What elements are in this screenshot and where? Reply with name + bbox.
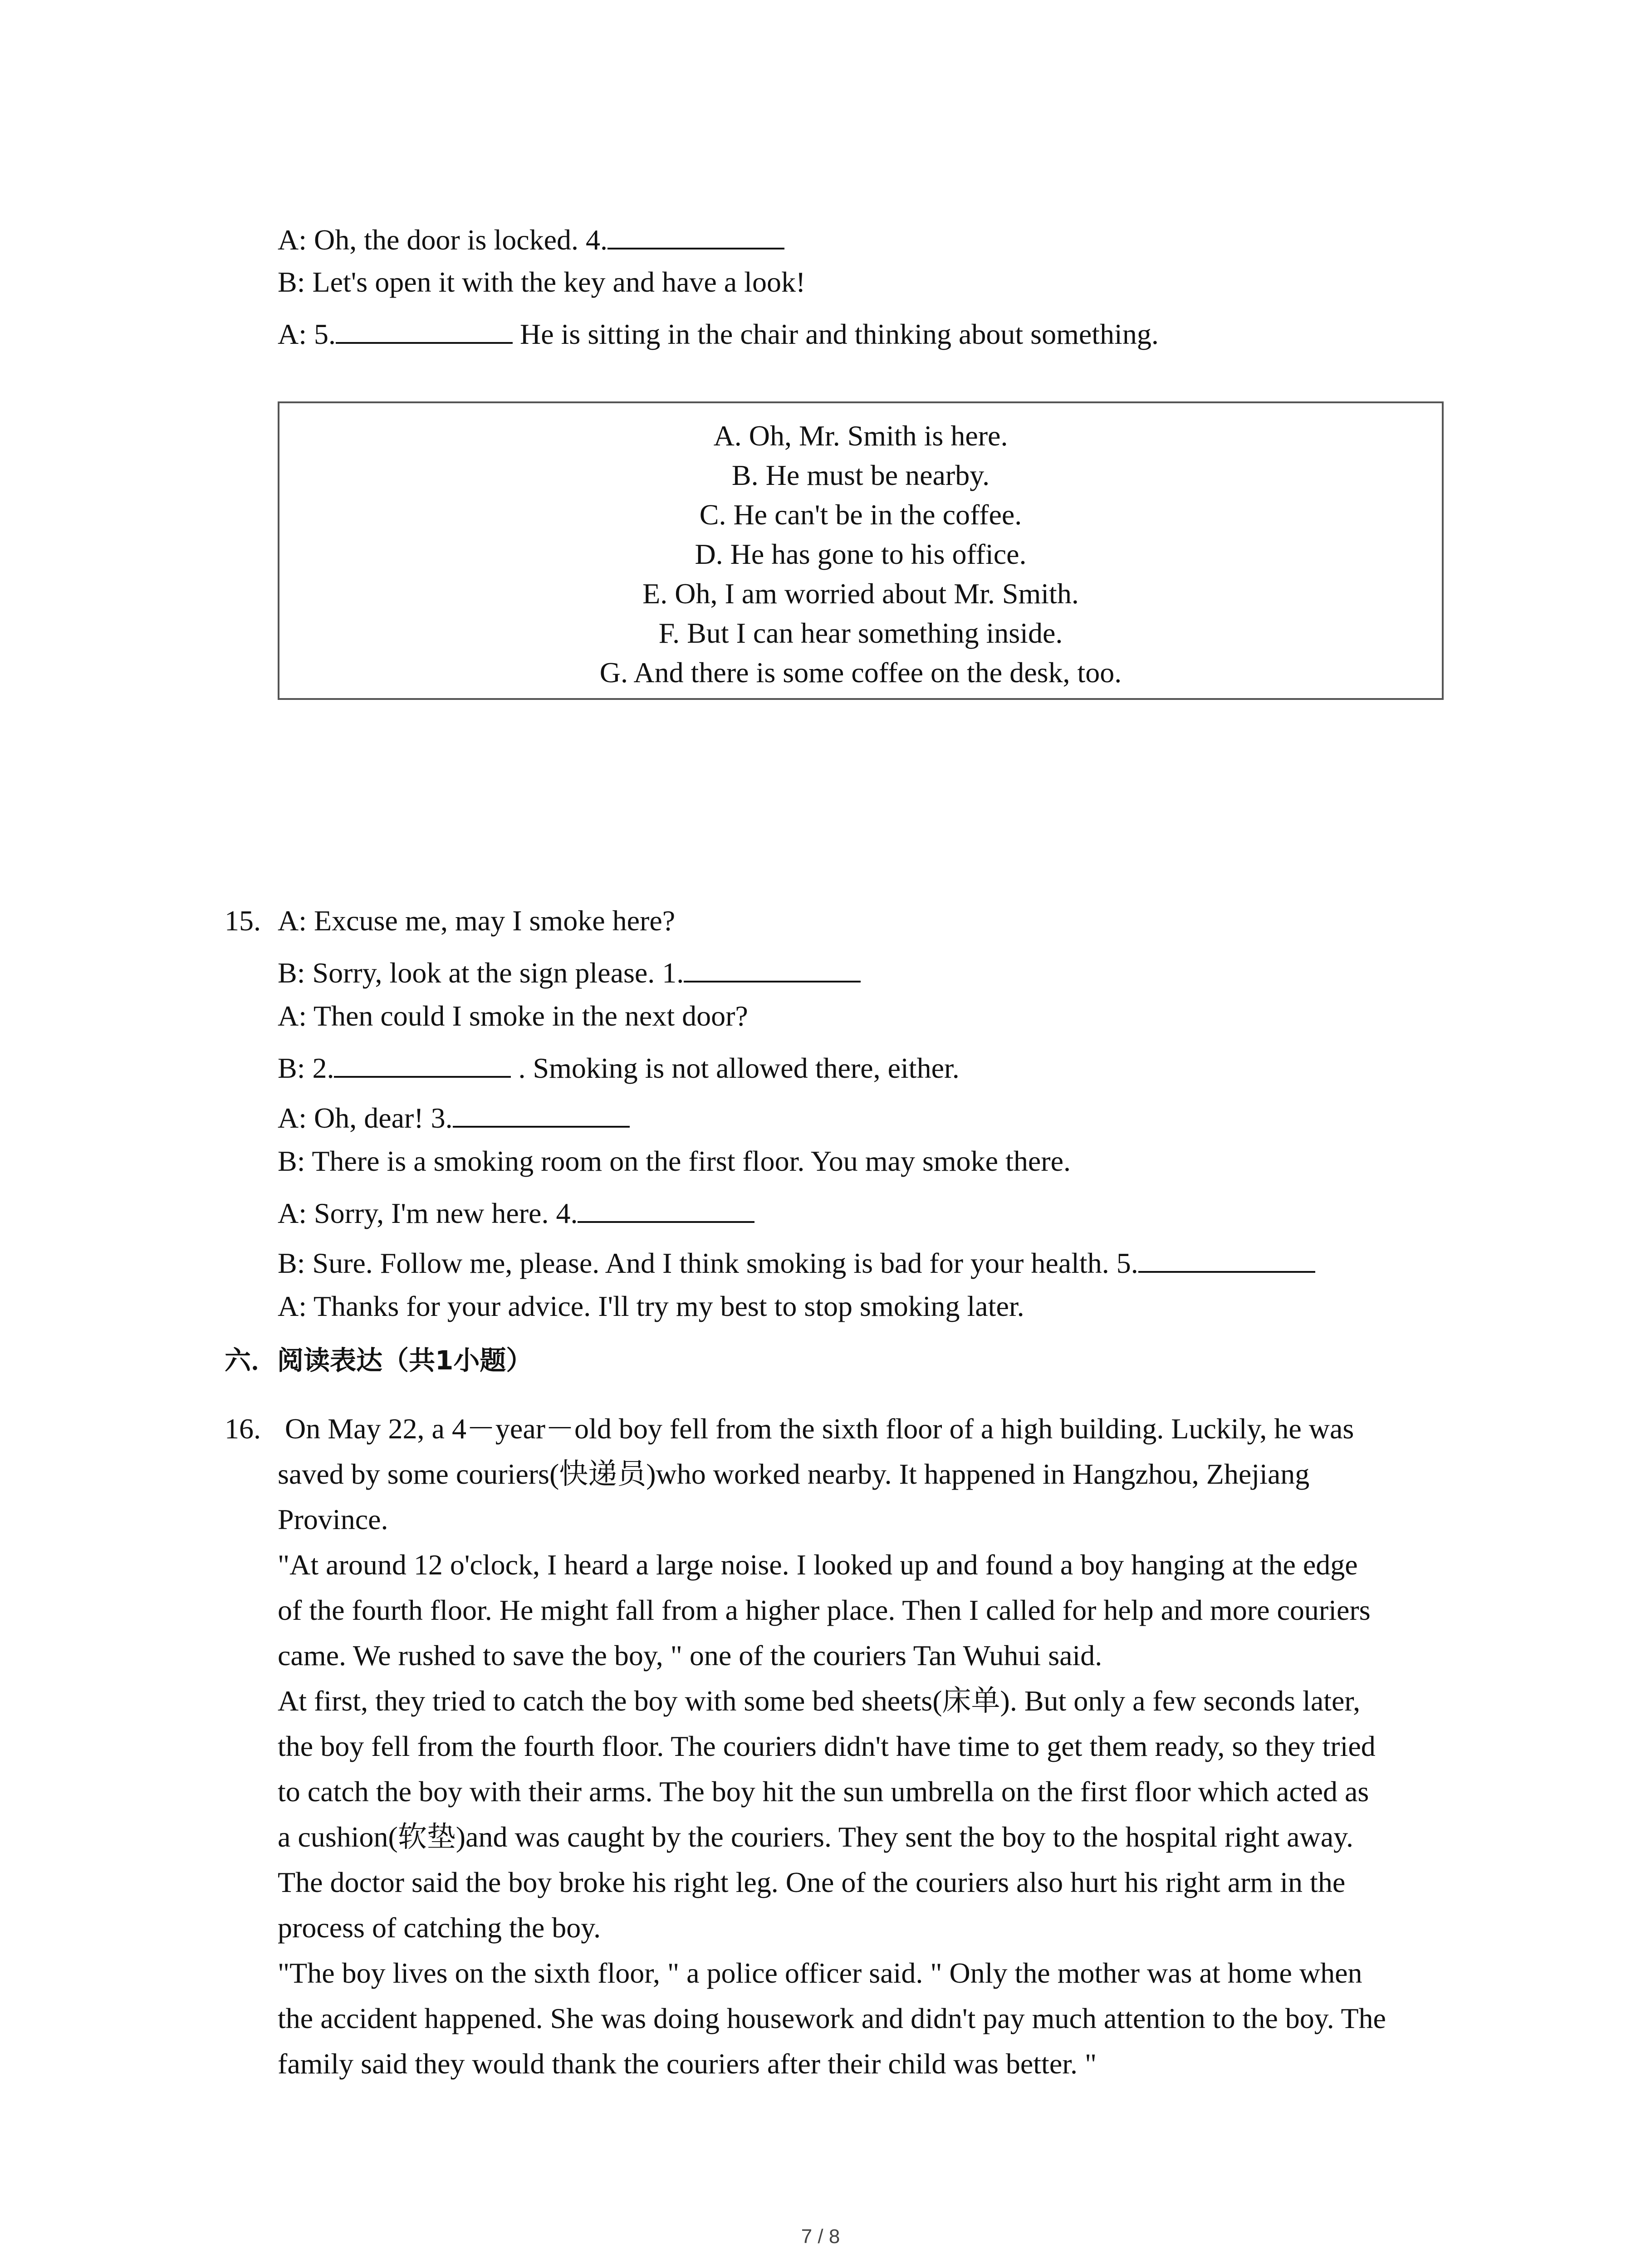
dialogue-text: A: Sorry, I'm new here. 4. bbox=[278, 1197, 578, 1229]
passage-line: the accident happened. She was doing housework and didn't pay much attention to the boy. The bbox=[278, 2002, 1386, 2034]
dialogue-line-b: B: Let's open it with the key and have a look! bbox=[278, 266, 806, 298]
passage-line: a cushion(软垫)and was caught by the couriers. They sent the boy to the hospital right away. bbox=[278, 1821, 1353, 1853]
passage-line: Province. bbox=[278, 1503, 388, 1535]
passage-line: "At around 12 o'clock, I heard a large noise. I looked up and found a boy hanging at the edge bbox=[278, 1549, 1358, 1581]
passage-line: to catch the boy with their arms. The boy hit the sun umbrella on the first floor which acted as bbox=[278, 1775, 1369, 1808]
dialogue-text: B: Sure. Follow me, please. And I think smoking is bad for your health. 5. bbox=[278, 1247, 1138, 1279]
q15-line-4 bbox=[278, 1051, 960, 1083]
section-heading: 六．阅读表达（共1小题） bbox=[225, 1345, 533, 1376]
question-number-16: 16. bbox=[225, 1413, 261, 1445]
dialogue-line-5 bbox=[278, 318, 1159, 349]
dialogue-text: He is sitting in the chair and thinking about something. bbox=[513, 318, 1159, 350]
dialogue-text: A: Oh, the door is locked. 4. bbox=[278, 224, 607, 256]
answer-blank-4[interactable] bbox=[607, 223, 784, 249]
passage-line: "The boy lives on the sixth floor, " a police officer said. " Only the mother was at home when bbox=[278, 1957, 1362, 1989]
passage-line: saved by some couriers(快递员)who worked nearby. It happened in Hangzhou, Zhejiang bbox=[278, 1458, 1310, 1490]
q15-line-9: A: Thanks for your advice. I'll try my best to stop smoking later. bbox=[278, 1290, 1024, 1322]
q15-line-6: B: There is a smoking room on the first floor. You may smoke there. bbox=[278, 1145, 1071, 1177]
passage-line: the boy fell from the fourth floor. The couriers didn't have time to get them ready, so they tried bbox=[278, 1730, 1376, 1762]
answer-blank-1[interactable] bbox=[684, 956, 861, 982]
option-c: C. He can't be in the coffee. bbox=[699, 499, 1022, 531]
passage-line: The doctor said the boy broke his right leg. One of the couriers also hurt his right arm in the bbox=[278, 1866, 1346, 1898]
passage-line: process of catching the boy. bbox=[278, 1911, 601, 1944]
answer-blank-5[interactable] bbox=[336, 318, 513, 344]
answer-blank-3[interactable] bbox=[453, 1101, 630, 1128]
passage-line: At first, they tried to catch the boy with some bed sheets(床单). But only a few seconds later, bbox=[278, 1685, 1361, 1717]
q15-line-7 bbox=[278, 1197, 754, 1228]
answer-blank-5b[interactable] bbox=[1138, 1246, 1315, 1273]
dialogue-text: A: 5. bbox=[278, 318, 336, 350]
option-b: B. He must be nearby. bbox=[731, 459, 990, 491]
q15-line-5 bbox=[278, 1101, 630, 1133]
question-number-15: 15. bbox=[225, 904, 261, 937]
option-g: G. And there is some coffee on the desk, too. bbox=[599, 656, 1122, 689]
q15-line-2 bbox=[278, 956, 861, 987]
option-f: F. But I can hear something inside. bbox=[658, 617, 1063, 649]
dialogue-text: A: Oh, dear! 3. bbox=[278, 1102, 453, 1134]
answer-blank-4b[interactable] bbox=[578, 1197, 754, 1223]
options-box bbox=[278, 401, 1444, 700]
q15-line-1: A: Excuse me, may I smoke here? bbox=[278, 904, 676, 937]
passage-line: came. We rushed to save the boy, " one of the couriers Tan Wuhui said. bbox=[278, 1639, 1102, 1672]
dialogue-text: B: Sorry, look at the sign please. 1. bbox=[278, 957, 684, 989]
q15-line-3: A: Then could I smoke in the next door? bbox=[278, 1000, 748, 1032]
dialogue-line-4 bbox=[278, 223, 784, 254]
option-e: E. Oh, I am worried about Mr. Smith. bbox=[642, 577, 1079, 610]
option-d: D. He has gone to his office. bbox=[695, 538, 1027, 570]
q15-line-8 bbox=[278, 1246, 1315, 1278]
option-a: A. Oh, Mr. Smith is here. bbox=[713, 420, 1008, 452]
page-number: 7 / 8 bbox=[801, 2225, 840, 2248]
passage-line: On May 22, a 4－year－old boy fell from the sixth floor of a high building. Luckily, he was bbox=[285, 1413, 1354, 1445]
dialogue-text: . Smoking is not allowed there, either. bbox=[511, 1052, 960, 1084]
passage-line: of the fourth floor. He might fall from a higher place. Then I called for help and more couriers bbox=[278, 1594, 1371, 1626]
answer-blank-2[interactable] bbox=[334, 1051, 511, 1078]
passage-line: family said they would thank the couriers after their child was better. " bbox=[278, 2048, 1097, 2080]
dialogue-text: B: 2. bbox=[278, 1052, 334, 1084]
